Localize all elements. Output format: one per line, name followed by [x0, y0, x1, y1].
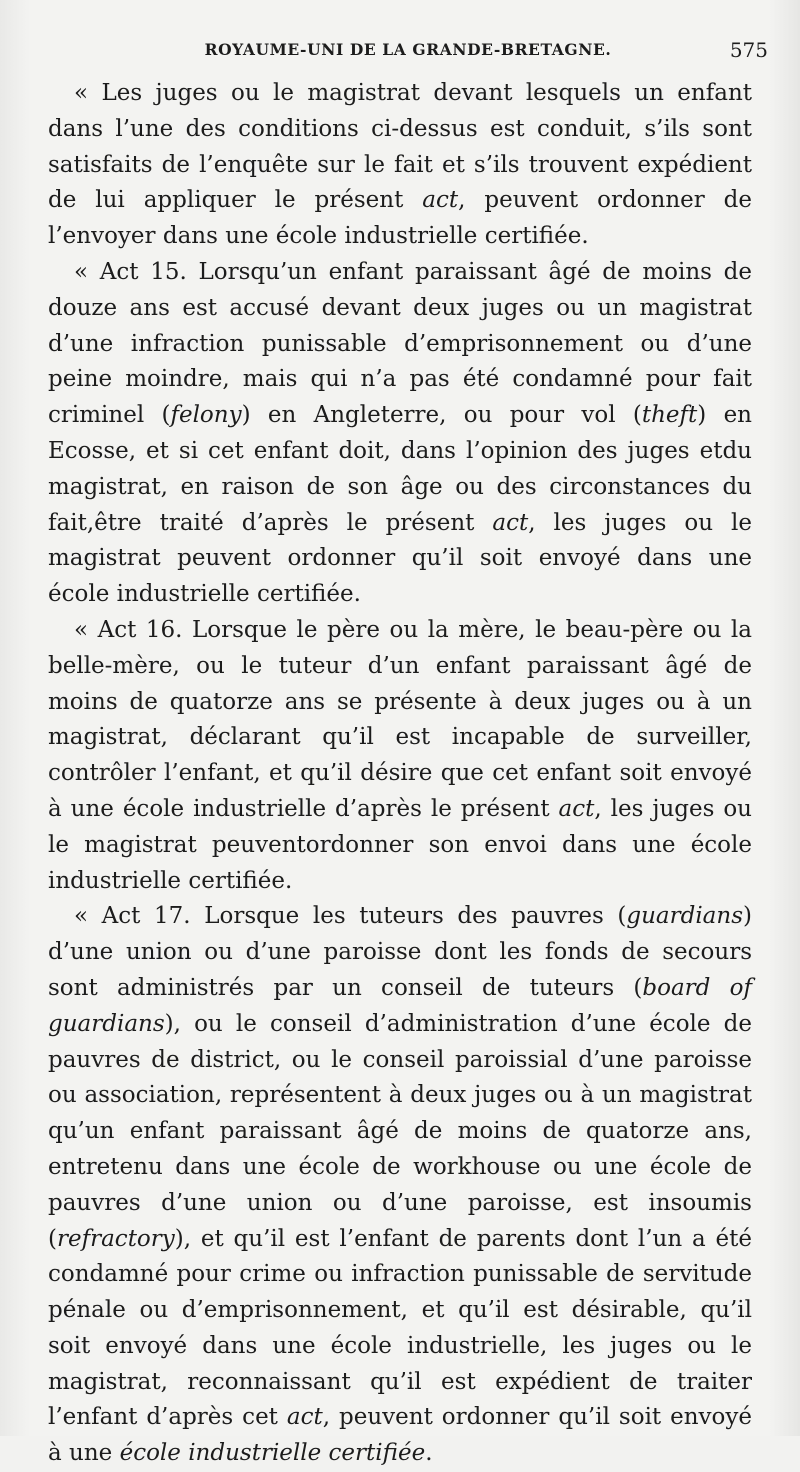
text-run: « Les juges ou le magistrat devant lesquels un enfant dans l’une des conditions ci-dessus est conduit, s’ils sont satisfaits de l’enquête sur le fait et s’ils trouvent expédient de lui appliquer le présent [48, 80, 752, 214]
page-number: 575 [729, 38, 768, 62]
running-title: ROYAUME-UNI DE LA GRANDE-BRETAGNE. [204, 40, 612, 59]
running-header [48, 38, 768, 62]
text-run: ), et qu’il est l’enfant de parents dont l’un a été condamné pour crime ou infraction punissable de servitude pénale ou d’emprisonnement, et qu’il est désirable, qu’il soit envoyé dans une école industrielle, les juges ou le magistrat, reconnaissant qu’il est expédient de traiter l’enfant d’après cet [48, 1225, 752, 1431]
paragraph-intro [48, 76, 752, 255]
text-run: ) en Ecosse, et si cet enfant doit, dans l’opinion des juges etdu magistrat, en raison de son âge ou des circonstances du fait,être traité d’après le présent [48, 402, 752, 536]
italic-term: école industrielle certifiée [119, 1440, 426, 1467]
text-run: ), ou le conseil d’administration d’une école de pauvres de district, ou le conseil paroissial d’une paroisse ou association, représentent à deux juges ou à un magistrat qu’un enfant paraissant âgé de moins de quatorze ans, entretenu dans une école de workhouse ou une école de pauvres d’une union ou d’une paroisse, est insoumis ( [48, 1010, 752, 1252]
italic-term: theft [641, 402, 698, 429]
text-run: ) d’une union ou d’une paroisse dont les fonds de secours sont administrés par un conseil de tuteurs ( [48, 903, 752, 1001]
text-run: , les juges ou le magistrat peuventordonner son envoi dans une école industrielle certifiée. [48, 795, 752, 894]
paragraph-act-16 [48, 613, 752, 899]
body-text [48, 76, 752, 1472]
italic-term: felony [170, 402, 242, 429]
italic-term: act [286, 1404, 323, 1431]
italic-term: refractory [56, 1225, 175, 1252]
italic-term: board of guardians [48, 974, 753, 1037]
text-run: « Act 15. Lorsqu’un enfant paraissant âgé de moins de douze ans est accusé devant deux juges ou un magistrat d’une infraction punissable d’emprisonnement ou d’une peine moindre, mais qui n’a pas été condamné pour fait criminel ( [48, 258, 752, 429]
text-run: , peuvent ordonner de l’envoyer dans une école industrielle certifiée. [48, 187, 753, 250]
text-run: ) en Angleterre, ou pour vol ( [241, 402, 642, 429]
text-run: . [425, 1440, 433, 1467]
paragraph-act-17 [48, 899, 752, 1472]
text-run: « Act 16. Lorsque le père ou la mère, le beau-père ou la belle-mère, ou le tuteur d’un enfant paraissant âgé de moins de quatorze ans se présente à deux juges ou à un magistrat, déclarant qu’il est incapable de surveiller, contrôler l’enfant, et qu’il désire que cet enfant soit envoyé à une école industrielle d’après le présent [48, 616, 752, 822]
italic-term: act [422, 187, 459, 214]
italic-term: act [492, 509, 529, 536]
paragraph-act-15 [48, 255, 752, 613]
text-run: , peuvent ordonner qu’il soit envoyé à une [48, 1404, 753, 1467]
text-run: « Act 17. Lorsque les tuteurs des pauvres ( [74, 903, 627, 930]
italic-term: act [558, 795, 595, 822]
italic-term: guardians [626, 903, 744, 930]
text-run: , les juges ou le magistrat peuvent ordonner qu’il soit envoyé dans une école industrielle certifiée. [48, 509, 752, 608]
